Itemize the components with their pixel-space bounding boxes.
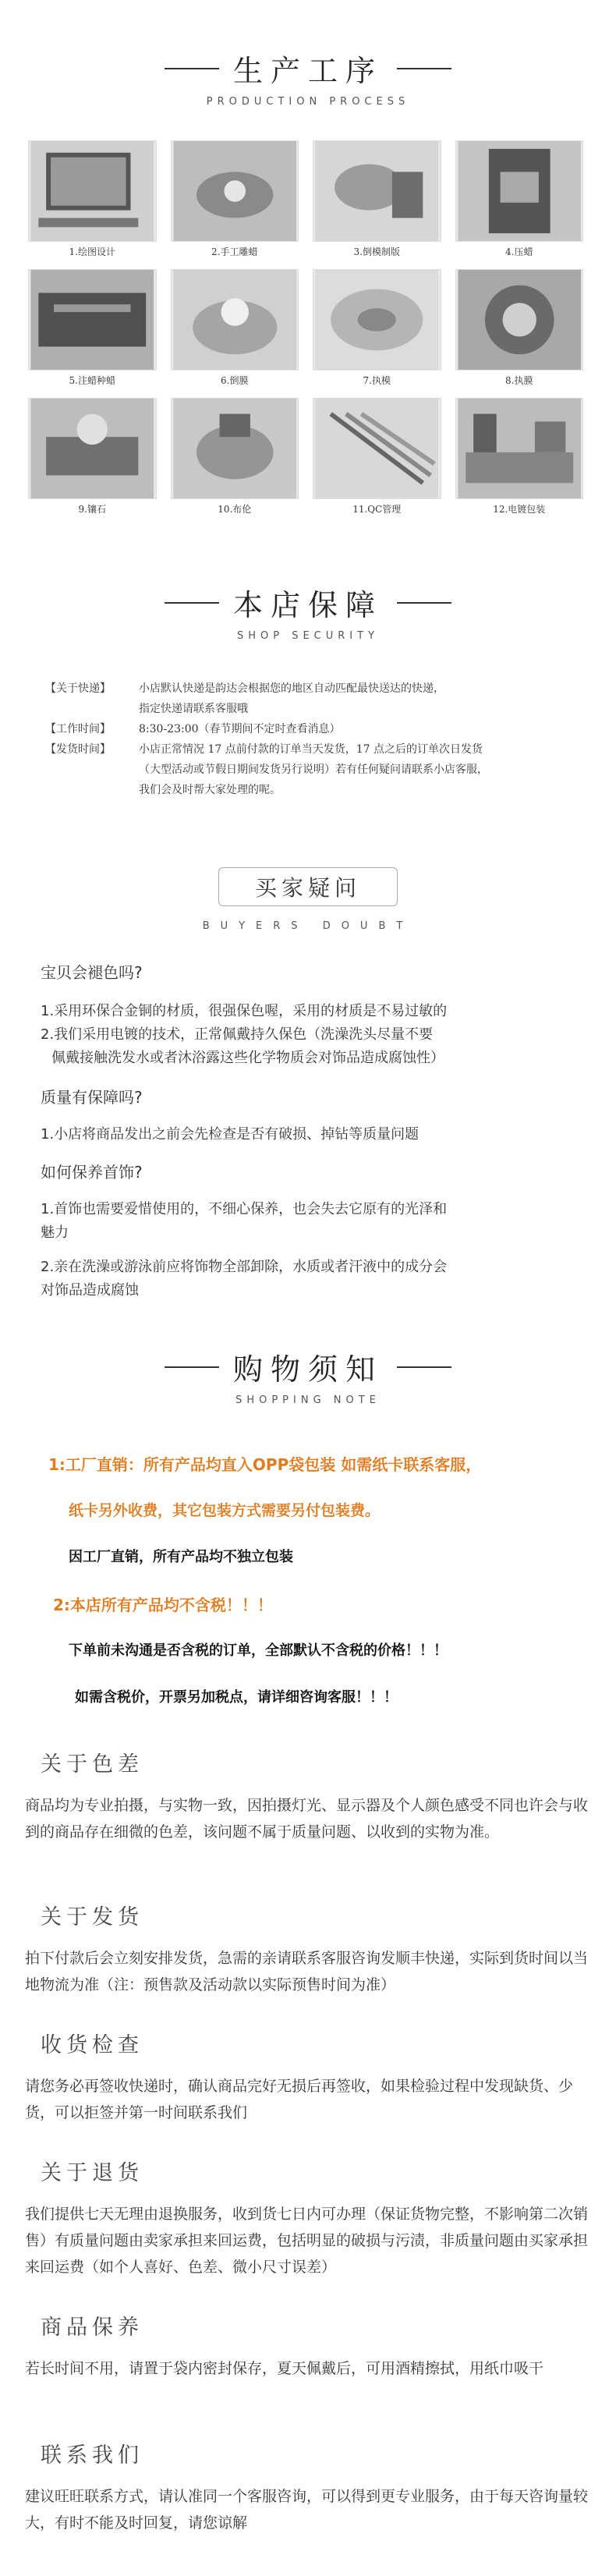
- note-tax-default: 下单前未沟通是否含税的订单，全部默认不含税的价格！！！: [69, 1642, 448, 1659]
- production-step: [28, 269, 157, 387]
- step-caption: 2.手工雕蜡: [211, 246, 258, 257]
- faq-answer: 1.采用环保合金铜的材质，很强保色喔，采用的材质是不易过敏的: [41, 1003, 448, 1019]
- step-caption: 4.压蜡: [505, 246, 533, 257]
- note-no-packaging: 因工厂直销，所有产品均不独立包装: [69, 1549, 293, 1565]
- step-photo: [455, 398, 584, 499]
- doubt-title: 买家疑问: [218, 867, 398, 906]
- step-photo: [28, 398, 157, 499]
- production-step: [171, 398, 299, 516]
- step-caption: 8.执膜: [505, 375, 533, 386]
- step-caption: 6.倒膜: [221, 375, 249, 386]
- divider: [397, 602, 451, 604]
- production-header: [0, 47, 616, 108]
- step-photo: [455, 140, 584, 242]
- shopping-subtitle: SHOPPING NOTE: [235, 1394, 381, 1406]
- section-color-title: 关于色差: [41, 1752, 143, 1777]
- section-contact-text: 建议旺旺联系方式，请认准同一个客服咨询，可以得到更专业服务，由于每天咨询量较大，有时不能及时回复，请您谅解: [25, 2488, 589, 2532]
- note-tax: 2:本店所有产品均不含税！！！: [53, 1596, 273, 1614]
- shopping-header: [0, 1345, 616, 1406]
- section-care-text: 若长时间不用，请置于袋内密封保存，夏天佩戴后，可用酒精擦拭，用纸巾吸干: [25, 2360, 544, 2377]
- security-row: 【关于快递】 小店默认快递是韵达会根据您的地区自动匹配最快送达的快递，: [45, 682, 444, 695]
- note-factory: 1:工厂直销：所有产品均直入OPP袋包装 如需纸卡联系客服，: [48, 1455, 482, 1474]
- step-photo: [171, 140, 299, 242]
- security-row: 我们会及时帮大家处理的呢。: [139, 784, 281, 796]
- divider: [165, 1366, 219, 1368]
- faq-answer: 魅力: [41, 1224, 69, 1241]
- faq-answer: 对饰品造成腐蚀: [41, 1282, 139, 1299]
- production-step: [455, 269, 584, 387]
- faq-answer: 1.首饰也需要爱惜使用的，不细心保养，也会失去它原有的光泽和: [41, 1201, 448, 1217]
- step-photo: [171, 398, 299, 499]
- divider: [165, 602, 219, 604]
- security-list: [45, 679, 583, 800]
- step-photo: [455, 269, 584, 370]
- faq-question: 质量有保障吗?: [41, 1088, 143, 1107]
- step-caption: 9.镶石: [78, 504, 106, 515]
- security-row: （大型活动或节假日期间发货另行说明）若有任何疑问请联系小店客服，: [139, 764, 488, 776]
- production-title: 生产工序: [232, 54, 383, 88]
- section-care-title: 商品保养: [41, 2316, 143, 2340]
- step-photo: [313, 140, 441, 242]
- security-row: 指定快递请联系客服哦: [139, 703, 248, 715]
- section-shipping-text: 拍下付款后会立刻安排发货，急需的亲请联系客服咨询发顺丰快递，实际到货时间以当地物流为准（注：预售款及活动款以实际预售时间为准）: [25, 1950, 589, 1993]
- step-photo: [313, 269, 441, 370]
- production-step: [313, 398, 441, 516]
- security-subtitle: SHOP SECURITY: [236, 630, 380, 642]
- step-caption: 7.执模: [363, 375, 391, 386]
- step-caption: 11.QC管理: [352, 504, 402, 515]
- step-caption: 5.注蜡种蜡: [69, 375, 115, 386]
- divider: [165, 68, 219, 69]
- security-title: 本店保障: [232, 588, 383, 622]
- section-contact-title: 联系我们: [41, 2443, 143, 2468]
- production-step: [28, 140, 157, 258]
- note-tax-invoice: 如需含税价，开票另加税点，请详细咨询客服！！！: [75, 1689, 398, 1706]
- step-caption: 10.布伦: [218, 504, 252, 515]
- production-step: [313, 269, 441, 387]
- faq-question: 如何保养首饰?: [41, 1163, 143, 1182]
- step-caption: 3.倒模制版: [353, 246, 400, 257]
- security-row: 【工作时间】 8:30-23:00（春节期间不定时查看消息）: [45, 723, 341, 735]
- step-caption: 12.电镀包装: [493, 504, 546, 515]
- production-grid: [28, 140, 583, 516]
- faq-answer: 佩戴接触洗发水或者沐浴露这些化学物质会对饰品造成腐蚀性）: [51, 1050, 444, 1066]
- divider: [397, 68, 451, 69]
- section-return-text: 我们提供七天无理由退换服务，收到货七日内可办理（保证货物完整，不影响第二次销售）有质量问题由卖家承担来回运费，包括明显的破损与污渍，非质量问题由买家承担来回运费（如个人喜好、色差、微小尺寸误差）: [25, 2206, 589, 2276]
- production-subtitle: PRODUCTION PROCESS: [206, 96, 410, 108]
- step-photo: [28, 269, 157, 370]
- security-header: [0, 581, 616, 642]
- step-photo: [28, 140, 157, 242]
- production-step: [455, 398, 584, 516]
- faq-answer: 2.我们采用电镀的技术，正常佩戴持久保色（洗澡洗头尽量不要: [41, 1026, 434, 1043]
- production-step: [171, 269, 299, 387]
- step-photo: [313, 398, 441, 499]
- faq-question: 宝贝会褪色吗?: [41, 963, 143, 982]
- faq-answer: 2.亲在洗澡或游泳前应将饰物全部卸除，水质或者汗液中的成分会: [41, 1259, 448, 1275]
- security-row: 【发货时间】 小店正常情况 17 点前付款的订单当天发货，17 点之后的订单次日发货: [45, 743, 483, 756]
- section-inspection-text: 请您务必再签收快递时，确认商品完好无损后再签收，如果检验过程中发现缺货、少货，可以拒签并第一时间联系我们: [25, 2078, 574, 2121]
- section-shipping-title: 关于发货: [41, 1905, 143, 1929]
- production-step: [28, 398, 157, 516]
- divider: [397, 1366, 451, 1368]
- note-factory-fee: 纸卡另外收费，其它包装方式需要另付包装费。: [69, 1502, 381, 1519]
- production-step: [313, 140, 441, 258]
- faq-answer: 1.小店将商品发出之前会先检查是否有破损、掉钻等质量问题: [41, 1126, 420, 1143]
- section-inspection-title: 收货检查: [41, 2033, 143, 2057]
- production-step: [171, 140, 299, 258]
- section-color-text: 商品均为专业拍摄，与实物一致，因拍摄灯光、显示器及个人颜色感受不同也许会与收到的商品存在细微的色差，该问题不属于质量问题、以收到的实物为准。: [25, 1797, 589, 1841]
- step-photo: [171, 269, 299, 370]
- step-caption: 1.绘图设计: [69, 246, 115, 257]
- production-step: [455, 140, 584, 258]
- section-return-title: 关于退货: [41, 2161, 143, 2185]
- shopping-title: 购物须知: [232, 1352, 383, 1387]
- doubt-subtitle: BUYERS DOUBT: [202, 920, 414, 932]
